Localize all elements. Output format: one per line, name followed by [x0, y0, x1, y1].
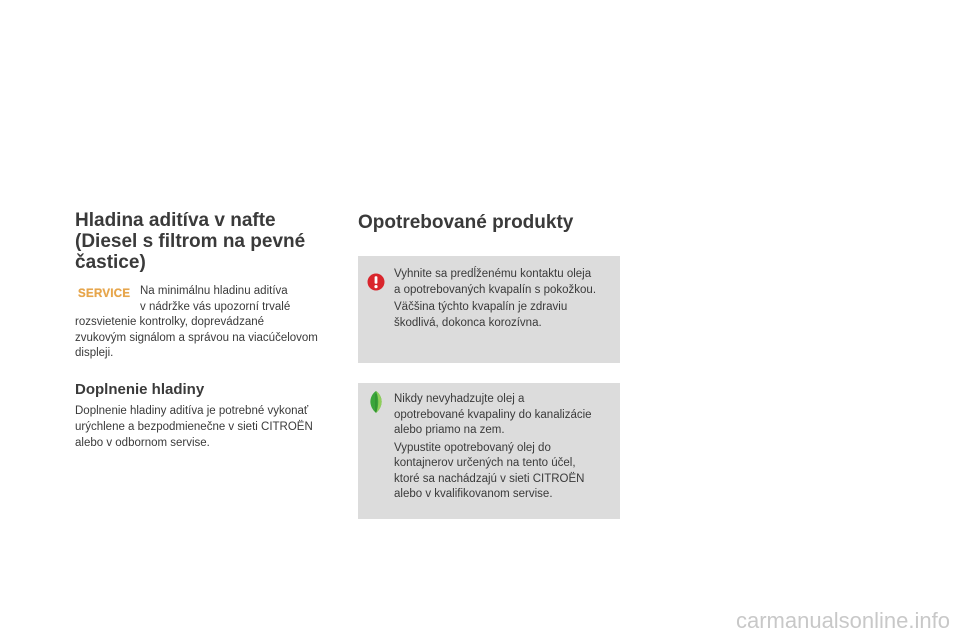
- text-line: rozsvietenie kontrolky, doprevádzané: [75, 316, 265, 328]
- text-line: Vyhnite sa predĺženému kontaktu oleja: [394, 268, 592, 280]
- watermark: carmanualsonline.info: [735, 608, 950, 633]
- text-line: Vypustite opotrebovaný olej do: [394, 441, 551, 454]
- text-line: Nikdy nevyhadzujte olej a: [394, 393, 525, 405]
- text-line: displeji.: [75, 347, 114, 359]
- text-line: alebo v kvalifikovanom servise.: [394, 488, 553, 500]
- warning-icon: [367, 273, 385, 291]
- text-line: v nádržke vás upozorní trvalé: [140, 300, 291, 313]
- text-line: a opotrebovaných kvapalín s pokožkou.: [394, 283, 597, 296]
- text-line: zvukovým signálom a správou na viacúčelovom: [75, 331, 318, 344]
- title-line: častice): [75, 252, 146, 273]
- text-line: škodlivá, dokonca korozívna.: [394, 316, 542, 329]
- text-line: alebo priamo na zem.: [394, 424, 505, 436]
- title-line: Hladina aditíva v nafte: [75, 210, 276, 231]
- leaf-icon: [366, 390, 386, 414]
- text-line: kontajnerov určených na tento účel,: [394, 457, 576, 469]
- text-line: opotrebované kvapaliny do kanalizácie: [394, 408, 592, 421]
- text-line: Na minimálnu hladinu aditíva: [140, 285, 288, 297]
- refill-title: Doplnenie hladiny: [75, 381, 205, 398]
- text-line: Doplnenie hladiny aditíva je potrebné vykonať: [75, 405, 309, 417]
- text-line: urýchlene a bezpodmienečne v sieti CITROËN: [75, 421, 313, 433]
- additive-level-title: [75, 210, 345, 273]
- lead-text: [140, 284, 350, 315]
- used-products-title: Opotrebované produkty: [358, 212, 574, 233]
- service-warning-icon: SERVICE: [78, 288, 131, 300]
- additive-description: [75, 315, 350, 362]
- warning-box: [358, 256, 620, 363]
- text-line: ktoré sa nachádzajú v sieti CITROËN: [394, 472, 585, 485]
- refill-description: [75, 403, 355, 451]
- eco-box: [358, 383, 620, 519]
- text-line: Väčšina týchto kvapalín je zdraviu: [394, 301, 568, 313]
- text-line: alebo v odbornom servise.: [75, 437, 210, 449]
- eco-text: [394, 392, 616, 503]
- title-line: (Diesel s filtrom na pevné: [75, 231, 306, 252]
- warning-text: [394, 267, 616, 331]
